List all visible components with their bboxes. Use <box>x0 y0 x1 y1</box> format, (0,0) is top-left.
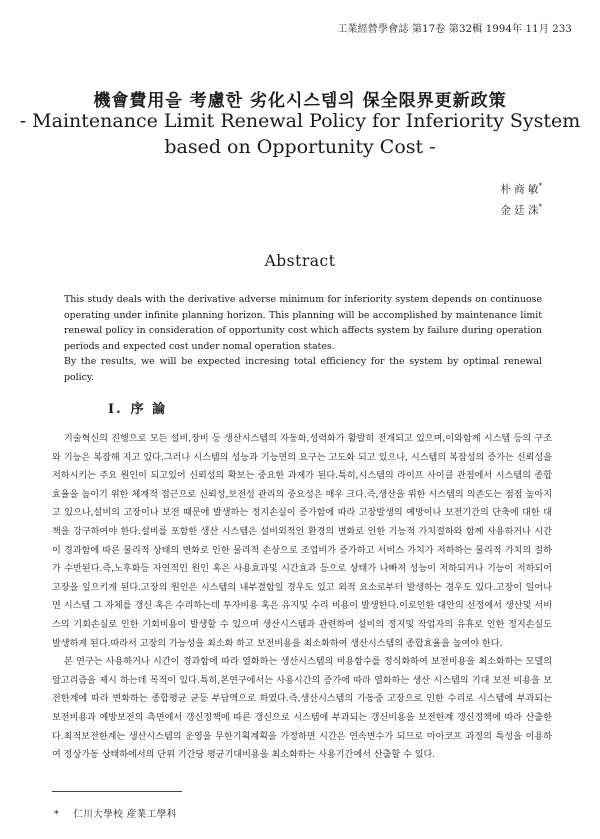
author-affiliation-mark: * <box>538 182 542 190</box>
paper-title-english-line1: - Maintenance Limit Renewal Policy for Inferiority System <box>19 110 581 132</box>
author-name: 金 廷 洙 <box>500 204 539 216</box>
footnote-divider <box>52 791 182 792</box>
footnote <box>54 806 177 820</box>
footnote-text: 仁川大學校 産業工學科 <box>73 809 177 820</box>
abstract-heading: Abstract <box>264 252 336 270</box>
author-list <box>500 178 542 219</box>
author-affiliation-mark: * <box>538 202 542 211</box>
body-paragraph: 기술혁신의 진행으로 모든 설비,장비 등 생산시스템의 자동화,성력화가 활발히 전개되고 있으며,이와함께 시스템 등의 구조와 기능은 복잡해 지고 있다.그러나 시스템의 성능과 기능면의 요구는 고도화 되고 있으나, 시스템의 복잡성의 증가는 신뢰성을 저하시키는 주요 원인이 되고있어 신뢰성의 확보는 중요한 과제가 된다.특히,시스템의 라이프 사이클 관점에서 시스템의 종합효율을 높이기 위한 체계적 접근으로 신뢰성,보전성 관리의 중요성은 매우 크다.즉,생산을 위한 시스템의 의존도는 점점 높아지고 있으나,설비의 고장이나 보전 때문에 발생하는 정지손실이 증가함에 따라 고장발생의 예방이나 보전기간의 단축에 대한 대책을 강구하여야 한다.설비를 포함한 생산 시스템은 설비외적인 환경의 변화로 인한 기능적 가치절하와 함께 사용하거나 시간이 경과함에 따른 물리적 상태의 변화로 인한 물리적 손상으로 조업비가 증가하고 서비스 가치가 저하하는 물리적 가치의 절하가 수반된다.즉,노후화등 자연적인 원인 혹은 사용효과및 시간효과 등으로 상태가 나빠져 성능이 저하되거나 기능이 저하되어 고장을 일으키게 된다.고장의 원인은 시스템의 내부결함일 경우도 있고 외적 요소로부터 발생하는 경우도 있다.고장이 일어나면 시스템 그 자체를 갱신 혹은 수리하는데 투자비용 혹은 유지및 수리 비용이 발생한다.이로인한 대안의 선정에서 생산및 서비스의 기회손실로 인한 기회비용이 발생할 수 있으며 생산시스템과 관련하여 설비의 정지및 작업자의 유휴로 인한 정지손실도 발생하게 된다.따라서 고장의 가능성을 최소화 하고 보전비용을 최소화하여 생산시스템의 종합효율을 높여야 한다. <box>52 434 552 649</box>
paper-title-english-line2: based on Opportunity Cost - <box>164 136 436 158</box>
paper-title-korean: 機會費用을 考慮한 劣化시스템의 保全限界更新政策 <box>93 91 507 111</box>
footnote-mark: * <box>54 809 60 820</box>
abstract-paragraph: This study deals with the derivative adverse minimum for inferiority system depends on continuose operating under infinite planning horizon. This planning will be accomplished by maintenance limit renewal policy in consideration of opportunity cost which affects system by failure during operation periods and expected cost under nomal operation states. <box>64 294 542 352</box>
section-heading <box>108 398 167 417</box>
abstract-body <box>64 292 542 385</box>
paper-title-english <box>0 108 600 160</box>
author <box>500 199 542 220</box>
abstract-paragraph: By the results, we will be expected incresing total efficiency for the system by optimal renewal policy. <box>64 356 542 383</box>
body-paragraph: 본 연구는 사용하거나 시간이 경과함에 따라 열화하는 생산시스템의 비용함수를 정식화하여 보전비용을 최소화하는 모델의 알고리즘을 제시 하는데 목적이 있다.특히,본연구에서는 사용시간의 증가에 따라 열화하는 생산 시스템의 기대 보전 비용을 보전한계에 따라 변화하는 종합평균 균등 부담액으로 하였다.즉,생산시스템의 가동중 고장으로 인한 수리로 시스템에 부과되는 보전비용과 예방보전의 측면에서 갱신정책에 따른 갱신으로 시스템에 부과되는 갱신비용을 보전한계 갱신정책에 따라 산출한다.최적보전한계는 생산시스템의 운영을 무한기획계획을 가정하면 시간은 연속변수가 되므로 마아코프 과정의 특성을 이용하여 정상가동 상태하에서의 단위 기간당 평균기대비용을 최소화하는 사용기간에서 산출할 수 있다. <box>52 657 552 761</box>
author <box>500 178 542 199</box>
running-head: 工業經營學會誌 第17卷 第32輯 1994年 11月 233 <box>337 24 572 35</box>
body-text <box>52 430 552 765</box>
section-number: I. <box>108 402 123 417</box>
section-title: 序 論 <box>130 402 168 417</box>
author-name: 朴 商 敏 <box>500 183 539 196</box>
